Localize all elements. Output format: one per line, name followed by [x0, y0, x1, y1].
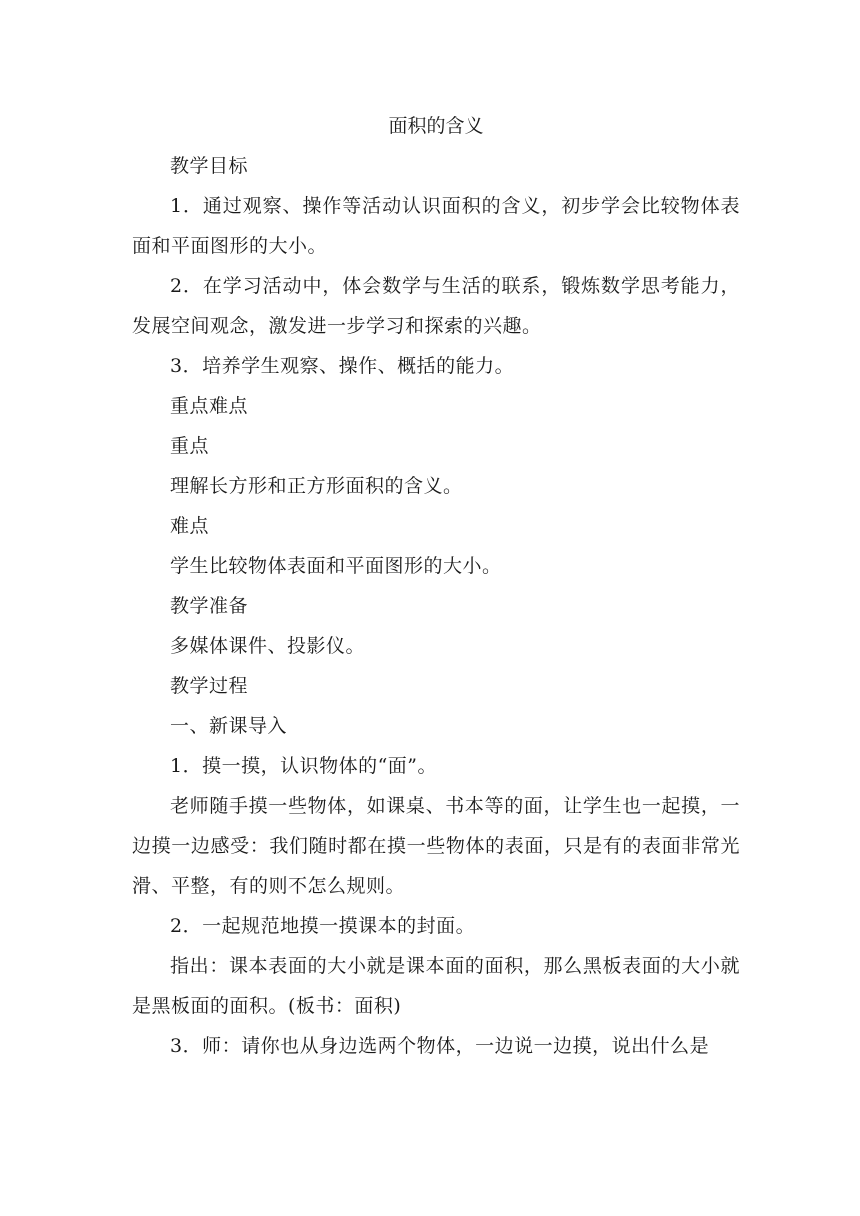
paragraph-section-1-heading: 一、新课导入 — [170, 715, 288, 737]
paragraph-preparation-content: 多媒体课件、投影仪。 — [170, 635, 366, 657]
paragraph-difficult-heading: 难点 — [170, 515, 210, 537]
paragraph-teacher-activity: 老师随手摸一些物体，如课桌、书本等的面，让学生也一起摸，一边摸一边感受：我们随时都在摸一些物体的表面，只是有的表面非常光滑、平整，有的则不怎么规则。 — [132, 795, 740, 897]
paragraph-key-content: 理解长方形和正方形面积的含义。 — [170, 475, 463, 497]
paragraph-process-heading: 教学过程 — [170, 675, 249, 697]
paragraph-difficult-content: 学生比较物体表面和平面图形的大小。 — [170, 555, 502, 577]
paragraph-key-heading: 重点 — [170, 435, 210, 457]
paragraph-step-1: 1．摸一摸，认识物体的“面”。 — [170, 755, 438, 777]
paragraph-preparation-heading: 教学准备 — [170, 595, 249, 617]
document-title: 面积的含义 — [388, 115, 484, 137]
paragraph-objectives-heading: 教学目标 — [170, 155, 249, 177]
paragraph-step-3: 3．师：请你也从身边选两个物体，一边说一边摸，说出什么是 — [170, 1035, 710, 1057]
paragraph-objective-2: 2．在学习活动中，体会数学与生活的联系，锻炼数学思考能力，发展空间观念，激发进一步学习和探索的兴趣。 — [132, 275, 740, 337]
paragraph-point-out: 指出：课本表面的大小就是课本面的面积，那么黑板表面的大小就是黑板面的面积。(板书：面积) — [132, 955, 740, 1017]
paragraph-step-2: 2．一起规范地摸一摸课本的封面。 — [170, 915, 476, 937]
document-body — [132, 106, 740, 1066]
paragraph-objective-1: 1．通过观察、操作等活动认识面积的含义，初步学会比较物体表面和平面图形的大小。 — [132, 195, 740, 257]
paragraph-objective-3: 3．培养学生观察、操作、概括的能力。 — [170, 355, 515, 377]
paragraph-key-difficult-heading: 重点难点 — [170, 395, 249, 417]
